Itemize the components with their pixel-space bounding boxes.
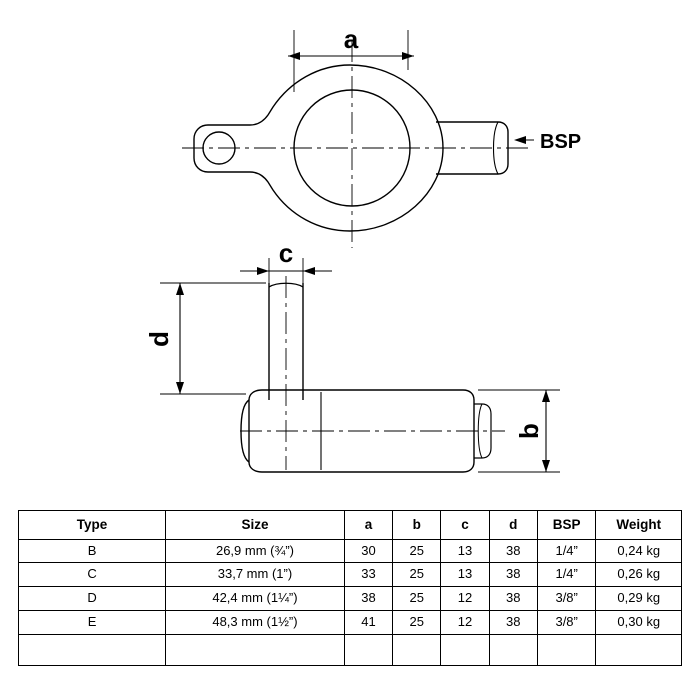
cell-c: 12 [441,587,489,611]
cell-a: 41 [344,611,392,635]
table-row [19,563,682,587]
cell-a: 30 [344,539,392,563]
cell-c: 13 [441,563,489,587]
table-row [19,611,682,635]
top-view-body [194,65,508,231]
cell-empty [166,634,345,665]
cell-d: 38 [489,611,537,635]
column-header-bsp: BSP [537,511,596,540]
cell-type: D [19,587,166,611]
bsp-leader [514,136,534,144]
dimension-label-b: b [514,423,544,439]
cell-empty [596,634,682,665]
cell-empty [489,634,537,665]
column-header-a: a [344,511,392,540]
cell-b: 25 [393,611,441,635]
cell-weight: 0,29 kg [596,587,682,611]
cell-weight: 0,26 kg [596,563,682,587]
cell-d: 38 [489,563,537,587]
dimension-label-c: c [278,238,294,268]
cell-size: 33,7 mm (1”) [166,563,345,587]
column-header-weight: Weight [596,511,682,540]
cell-bsp: 3/8” [537,611,596,635]
cell-empty [441,634,489,665]
bsp-label: BSP [540,131,582,153]
cell-bsp: 1/4” [537,563,596,587]
table-row [19,539,682,563]
dimension-d [176,283,184,394]
dimension-c [240,267,332,275]
cell-type: C [19,563,166,587]
table-header-row [19,511,682,540]
cell-type: E [19,611,166,635]
cell-c: 12 [441,611,489,635]
cell-weight: 0,30 kg [596,611,682,635]
cell-bsp: 1/4” [537,539,596,563]
cell-a: 33 [344,563,392,587]
cell-empty [537,634,596,665]
specification-table [18,510,682,666]
side-view-centerlines [240,276,505,470]
cell-d: 38 [489,587,537,611]
cell-b: 25 [393,539,441,563]
cell-c: 13 [441,539,489,563]
column-header-b: b [393,511,441,540]
dimension-d-extensions [160,283,266,394]
table-body [19,539,682,665]
column-header-size: Size [166,511,345,540]
dimension-label-a: a [343,24,359,54]
cell-a: 38 [344,587,392,611]
table-row [19,587,682,611]
cell-size: 26,9 mm (¾”) [166,539,345,563]
cell-b: 25 [393,587,441,611]
cell-d: 38 [489,539,537,563]
side-view-body [241,283,491,472]
cell-b: 25 [393,563,441,587]
dimension-label-d: d [144,331,174,347]
cell-type: B [19,539,166,563]
cell-weight: 0,24 kg [596,539,682,563]
cell-size: 48,3 mm (1½”) [166,611,345,635]
cell-bsp: 3/8” [537,587,596,611]
cell-empty [393,634,441,665]
table-row-empty [19,634,682,665]
cell-empty [19,634,166,665]
column-header-type: Type [19,511,166,540]
table-header [19,511,682,540]
cell-empty [344,634,392,665]
column-header-c: c [441,511,489,540]
cell-size: 42,4 mm (1¼”) [166,587,345,611]
column-header-d: d [489,511,537,540]
